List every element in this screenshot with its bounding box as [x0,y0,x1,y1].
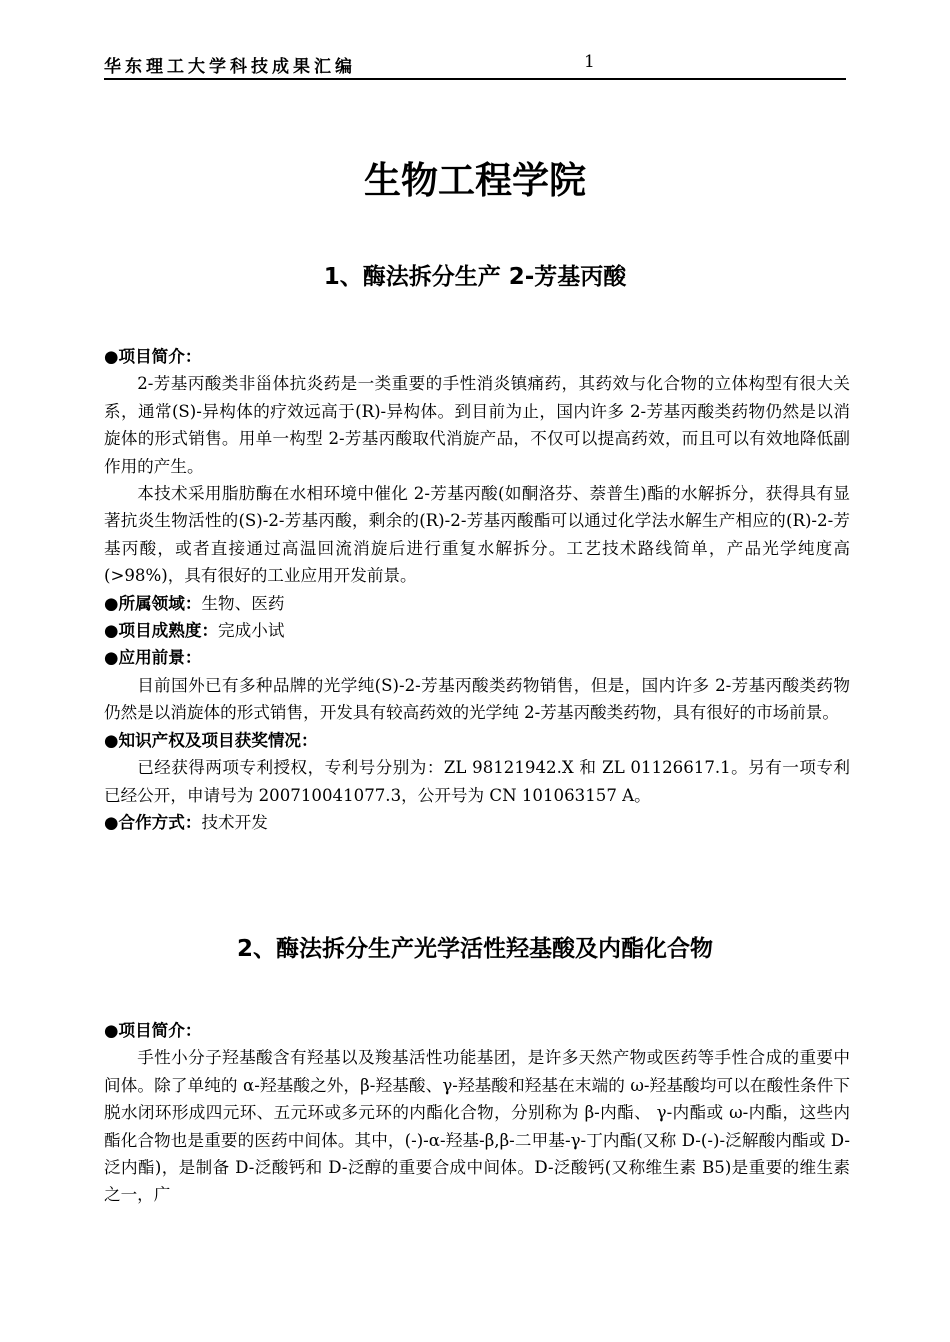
running-header [104,52,846,80]
section-1-maturity-label: ●项目成熟度： [104,621,219,641]
section-1-intro-paragraph-1: 2-芳基丙酸类非甾体抗炎药是一类重要的手性消炎镇痛药，其药效与化合物的立体构型有很大关系，通常(S)-异构体的疗效远高于(R)-异构体。到目前为止，国内许多 2-芳基丙酸类药物仍然是以消旋体的形式销售。用单一构型 2-芳基丙酸取代消旋产品，不仅可以提高药效，而且可以有效地降低副作用的产生。 [104,374,850,476]
section-1-body [104,343,850,836]
section-1-prospect-paragraph: 目前国外已有多种品牌的光学纯(S)-2-芳基丙酸类药物销售，但是，国内许多 2-芳基丙酸类药物仍然是以消旋体的形式销售，开发具有较高药效的光学纯 2-芳基丙酸类药物，具有很好的市场前景。 [104,675,850,723]
section-1-prospect-label: ●应用前景： [104,648,202,668]
section-2-intro-label: ●项目简介： [104,1021,202,1040]
section-1-intro-paragraph-2: 本技术采用脂肪酶在水相环境中催化 2-芳基丙酸(如酮洛芬、萘普生)酯的水解拆分，获得具有显著抗炎生物活性的(S)-2-芳基丙酸，剩余的(R)-2-芳基丙酸酯可以通过化学法水解生产相应的(R)-2-芳基丙酸，或者直接通过高温回流消旋后进行重复水解拆分。工艺技术路线简单，产品光学纯度高(>98%)，具有很好的工业应用开发前景。 [104,484,850,586]
section-2-body [104,1017,850,1209]
section-1-ip-label: ●知识产权及项目获奖情况： [104,730,318,750]
section-1-maturity-value: 完成小试 [218,621,285,641]
section-2-title: 2、酶法拆分生产光学活性羟基酸及内酯化合物 [236,936,713,962]
section-1-ip-paragraph: 已经获得两项专利授权，专利号分别为：ZL 98121942.X 和 ZL 01126617.1。另有一项专利已经公开，申请号为 200710041077.3，公开号为 CN 101063157 A。 [104,758,850,805]
section-1-title: 1、酶法拆分生产 2-芳基丙酸 [323,264,627,290]
section-1-intro-label: ●项目简介： [104,347,202,366]
section-1-field-value: 生物、医药 [201,593,285,613]
section-2-intro-paragraph-1: 手性小分子羟基酸含有羟基以及羧基活性功能基团，是许多天然产物或医药等手性合成的重要中间体。除了单纯的 α-羟基酸之外，β-羟基酸、γ-羟基酸和羟基在末端的 ω-羟基酸均可以在酸性条件下脱水闭环形成四元环、五元环或多元环的内酯化合物，分别称为 β-内酯、 γ-内酯或 ω-内酯，这些内酯化合物也是重要的医药中间体。其中，(-)-α-羟基-β,β-二甲基-γ-丁内酯(又称 D-(-)-泛解酸内酯或 D-泛内酯)，是制备 D-泛酸钙和 D-泛醇的重要合成中间体。D-泛酸钙(又称维生素 B5)是重要的维生素之一，广 [104,1048,850,1205]
header-title: 华东理工大学科技成果汇编 [104,57,356,77]
college-title: 生物工程学院 [364,159,586,202]
section-1-field-label: ●所属领域： [104,593,202,613]
section-1-coop-label: ●合作方式： [104,812,202,832]
page-number: 1 [584,52,595,72]
section-1-coop-value: 技术开发 [201,812,268,832]
